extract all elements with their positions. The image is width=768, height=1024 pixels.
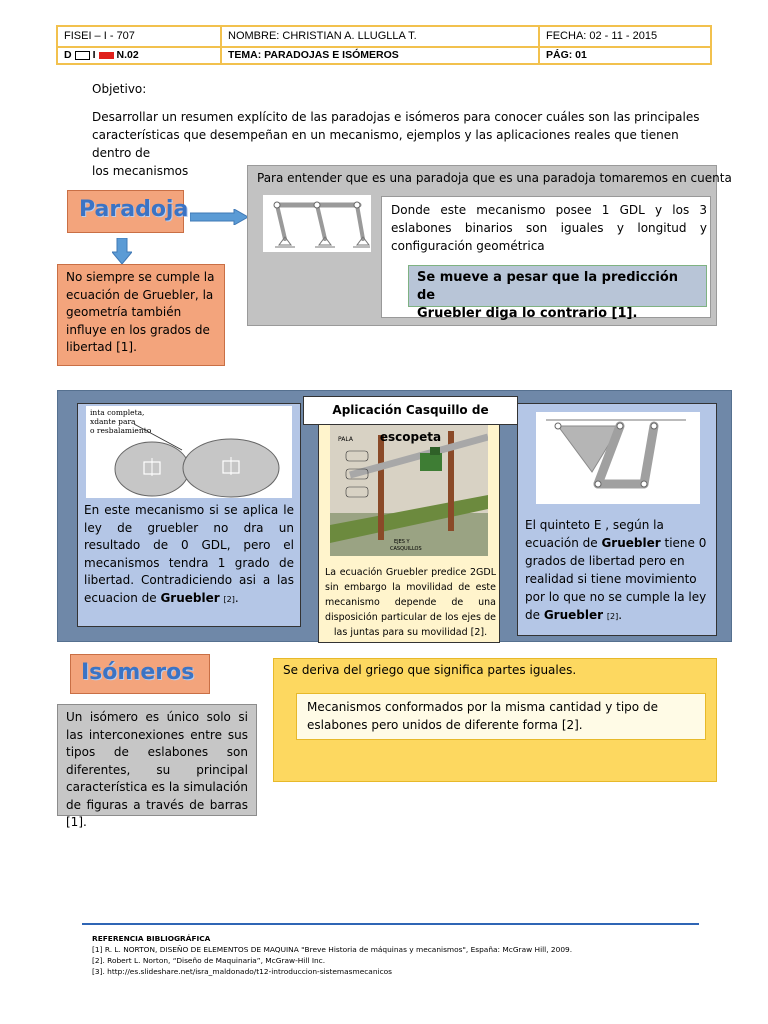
isomeros-heading: Isómeros: [81, 660, 195, 685]
objective-line: características que desempeñan en un mecanismo, ejemplos y las aplicaciones reales que tienen dentro de: [92, 128, 679, 160]
card-text: En este mecanismo si se aplica le ley de gruebler no dra un resultado de 0 GDL, pero el mecanismos tendra 1 grado de libertad. Contradiciendo asi a las ecuacion de: [84, 503, 294, 605]
course-code: FISEI – I - 707: [58, 27, 222, 46]
reference-item: [1] R. L. NORTON, DISEÑO DE ELEMENTOS DE MAQUINA "Breve Historia de máquinas y mecanismos", España: McGraw Hill, 2009.: [92, 945, 573, 954]
document-topic: TEMA: PARADOJAS E ISÓMEROS: [222, 46, 540, 65]
checkbox-empty-icon: [75, 51, 90, 60]
figure-label: PALA: [338, 436, 353, 443]
paradoja-panel-title: Para entender que es una paradoja que es una paradoja tomaremos en cuenta: [257, 171, 732, 185]
doc-type-i-label: I: [92, 49, 96, 61]
arrow-down-icon: [112, 238, 132, 264]
callout-line: Gruebler diga lo contrario [1].: [417, 306, 638, 321]
objective-line: Desarrollar un resumen explícito de las paradojas e isómeros para conocer cuáles son las principales: [92, 110, 700, 124]
note-line: No siempre se cumple la: [66, 270, 215, 284]
card-text: tiene 0 grados de libertad pero en realidad si tiene movimiento por lo que no se cumple la ley de: [525, 536, 707, 622]
document-number: [58, 46, 222, 65]
paradoja-heading: Paradoja: [79, 197, 189, 222]
note-line: libertad [1].: [66, 340, 137, 354]
reference-item: [2]. Robert L. Norton, “Diseño de Maquinaria”, McGraw-Hill Inc.: [92, 956, 326, 965]
gruebler-term: Gruebler: [543, 608, 604, 622]
application-title: Aplicación Casquillo de escopeta: [303, 396, 518, 425]
paradoja-note: [57, 264, 225, 366]
student-name: NOMBRE: CHRISTIAN A. LLUGLLA T.: [222, 27, 540, 46]
application-card-3-text: El quinteto E , según la ecuación de Gruebler tiene 0 grados de libertad pero en realidad si tiene movimiento por lo que no se cumple la ley de Gruebler [2].: [525, 518, 707, 622]
header-table: [56, 25, 712, 65]
figure-label: xdante para: [90, 417, 136, 426]
references-divider: [82, 923, 699, 925]
figure-label: EJES Y: [394, 539, 410, 545]
objective-heading: Objetivo:: [92, 82, 147, 96]
parallelogram-linkage-image: [263, 195, 371, 252]
mechanism-description: Donde este mecanismo posee 1 GDL y los 3 eslabones binarios son iguales y longitud y configuración geométrica: [391, 203, 707, 253]
isomeros-panel-title: Se deriva del griego que significa partes iguales.: [283, 663, 577, 677]
arrow-right-icon: [190, 209, 248, 225]
objective-line: los mecanismos: [92, 164, 189, 178]
note-line: influye en los grados de: [66, 322, 210, 337]
reference-item: [3]. http://es.slideshare.net/isra_maldonado/t12-introduccion-sistemasmecanicos: [92, 967, 393, 976]
card-text: El quinteto E , según la ecuación de: [525, 518, 664, 550]
citation: [2]: [606, 612, 619, 621]
callout-line: Se mueve a pesar que la predicción de: [417, 270, 679, 303]
friction-wheels-image: [86, 406, 292, 498]
references-title: REFERENCIA BIBLIOGRÁFICA: [92, 934, 211, 943]
doc-type-d-label: D: [64, 49, 72, 61]
application-card-1-text: En este mecanismo si se aplica le ley de gruebler no dra un resultado de 0 GDL, pero el mecanismos tendra 1 grado de libertad. Contradiciendo asi a las ecuacion de Gruebler [2].: [84, 503, 294, 605]
isomeros-note: Un isómero es único solo si las interconexiones entre sus tipos de eslabones son diferentes, su principal característica es la simulación de figuras a través de barras [1].: [57, 704, 257, 816]
doc-number-label: N.02: [116, 49, 139, 61]
figure-label: inta completa,: [90, 408, 145, 417]
citation: [2]: [223, 594, 235, 604]
quintet-linkage-image: [536, 412, 700, 504]
references: [92, 933, 712, 977]
application-card-2-text: La ecuación Gruebler predice 2GDL sin embargo la movilidad de este mecanismo depende de una disposición particular de los ejes de las juntas para su movilidad [2].: [325, 567, 496, 638]
isomeros-heading-box: [70, 654, 210, 694]
gruebler-term: Gruebler: [160, 590, 220, 605]
figure-label: CASQUILLOS: [390, 546, 422, 552]
gruebler-callout: [408, 265, 707, 321]
isomeros-definition: Mecanismos conformados por la misma cantidad y tipo de eslabones pero unidos de diferente forma [2].: [296, 693, 706, 740]
gruebler-term: Gruebler: [601, 536, 661, 550]
checkbox-marked-icon: [99, 52, 114, 59]
document-date: FECHA: 02 - 11 - 2015: [546, 30, 658, 42]
figure-label: o resbalamiento: [90, 426, 152, 435]
header-row-2: [58, 46, 710, 65]
page-number: PÁG: 01: [546, 49, 587, 61]
paradoja-heading-box: [67, 190, 189, 233]
note-line: geometría también: [66, 305, 182, 319]
note-line: ecuación de Gruebler, la: [66, 287, 214, 302]
header-row-1: [58, 27, 710, 48]
